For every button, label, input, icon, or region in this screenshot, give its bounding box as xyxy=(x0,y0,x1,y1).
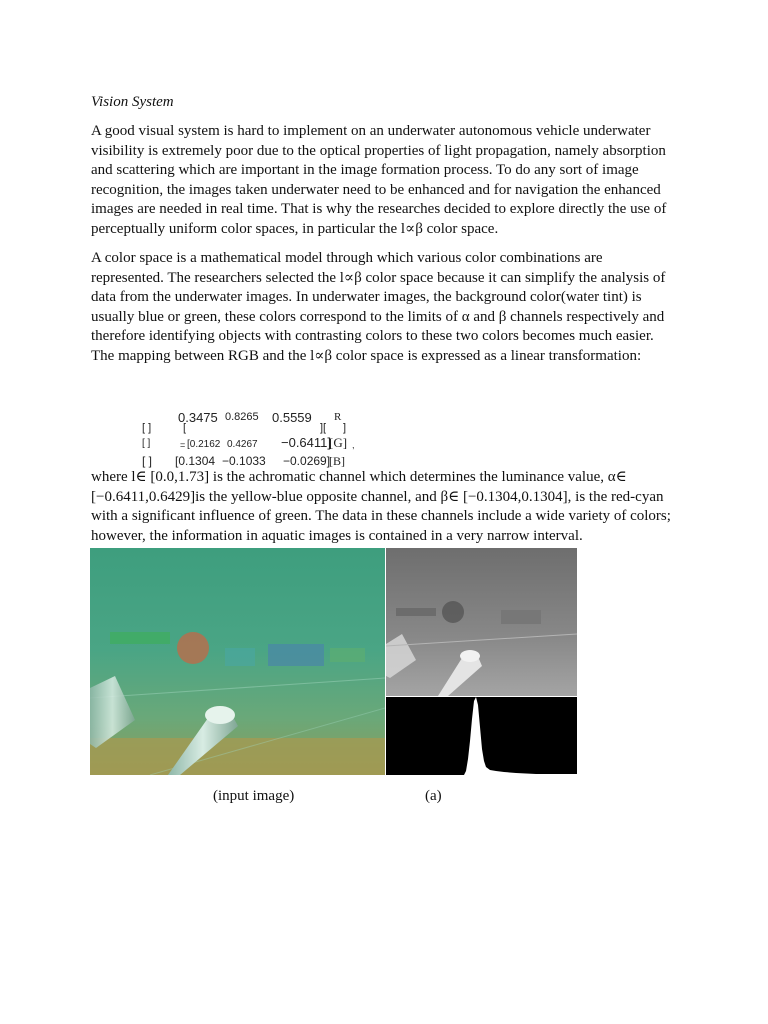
lhs-bracket-2: [ ] xyxy=(142,438,151,449)
paragraph-color-space: A color space is a mathematical model through which various color combinations are represented. The researchers selected the l∝β color space because it can simplify the analysis of data from the underwater images. In underwater images, the background color(water tint) is usually blue or green, these colors correspond to the limits of α and β channels respectively and therefore identifying objects with contrasting colors to these two colors becomes much easier. The mapping between RGB and the l∝β color space is expressed as a linear transformation: xyxy=(91,250,666,364)
grayscale-channel-image xyxy=(386,548,577,696)
caption-input-image: (input image) xyxy=(213,788,295,804)
input-image xyxy=(90,548,385,775)
matrix-r1c3: 0.5559 xyxy=(272,410,312,425)
matrix-r3c2: −0.1033 xyxy=(222,454,266,468)
matrix-r2c3: −0.6411] xyxy=(281,435,332,450)
vector-close-bracket: ] xyxy=(343,422,347,434)
vector-g: [G] xyxy=(329,435,348,450)
equation-comma: , xyxy=(352,440,355,450)
histogram-plot xyxy=(386,697,577,775)
matrix-r1c2: 0.8265 xyxy=(225,411,259,423)
matrix-r1c1: 0.3475 xyxy=(178,410,218,425)
matrix-close-bracket: ][ xyxy=(320,422,327,434)
section-heading: Vision System xyxy=(91,94,174,110)
equals-sign: = xyxy=(180,440,186,450)
vector-b: [B] xyxy=(329,454,345,468)
caption-a: (a) xyxy=(425,788,442,804)
vector-r: R xyxy=(334,411,342,423)
matrix-r3c3: −0.0269] xyxy=(283,454,331,468)
matrix-r2c1: [0.2162 xyxy=(187,439,221,450)
matrix-open-bracket: [ xyxy=(183,422,187,434)
paragraph-intro: A good visual system is hard to implement on an underwater autonomous vehicle underwater visibility is extremely poor due to the optical properties of light propagation, namely absorption and scattering which are important in the image formation process. To do any sort of image recognition, the images taken underwater need to be enhanced and for navigation the enhanced images are needed in real time. That is why the researches decided to explore directly the use of perceptually uniform color spaces, in particular the l∝β color space. xyxy=(91,123,667,237)
lhs-bracket-3: [ ] xyxy=(142,454,153,468)
matrix-r2c2: 0.4267 xyxy=(227,439,258,450)
paragraph-channels: where l∈ [0.0,1.73] is the achromatic channel which determines the luminance value, α∈ [−0.6411,0.6429]is the yellow-blue opposite channel, and β∈ [−0.1304,0.1304], is the red-cyan with a significant influence of green. The data in these channels include a wide variety of colors; however, the information in aquatic images is contained in a very narrow interval. xyxy=(91,469,671,544)
matrix-r3c1: [0.1304 xyxy=(175,454,216,468)
lhs-bracket-1: [ ] xyxy=(142,422,152,434)
